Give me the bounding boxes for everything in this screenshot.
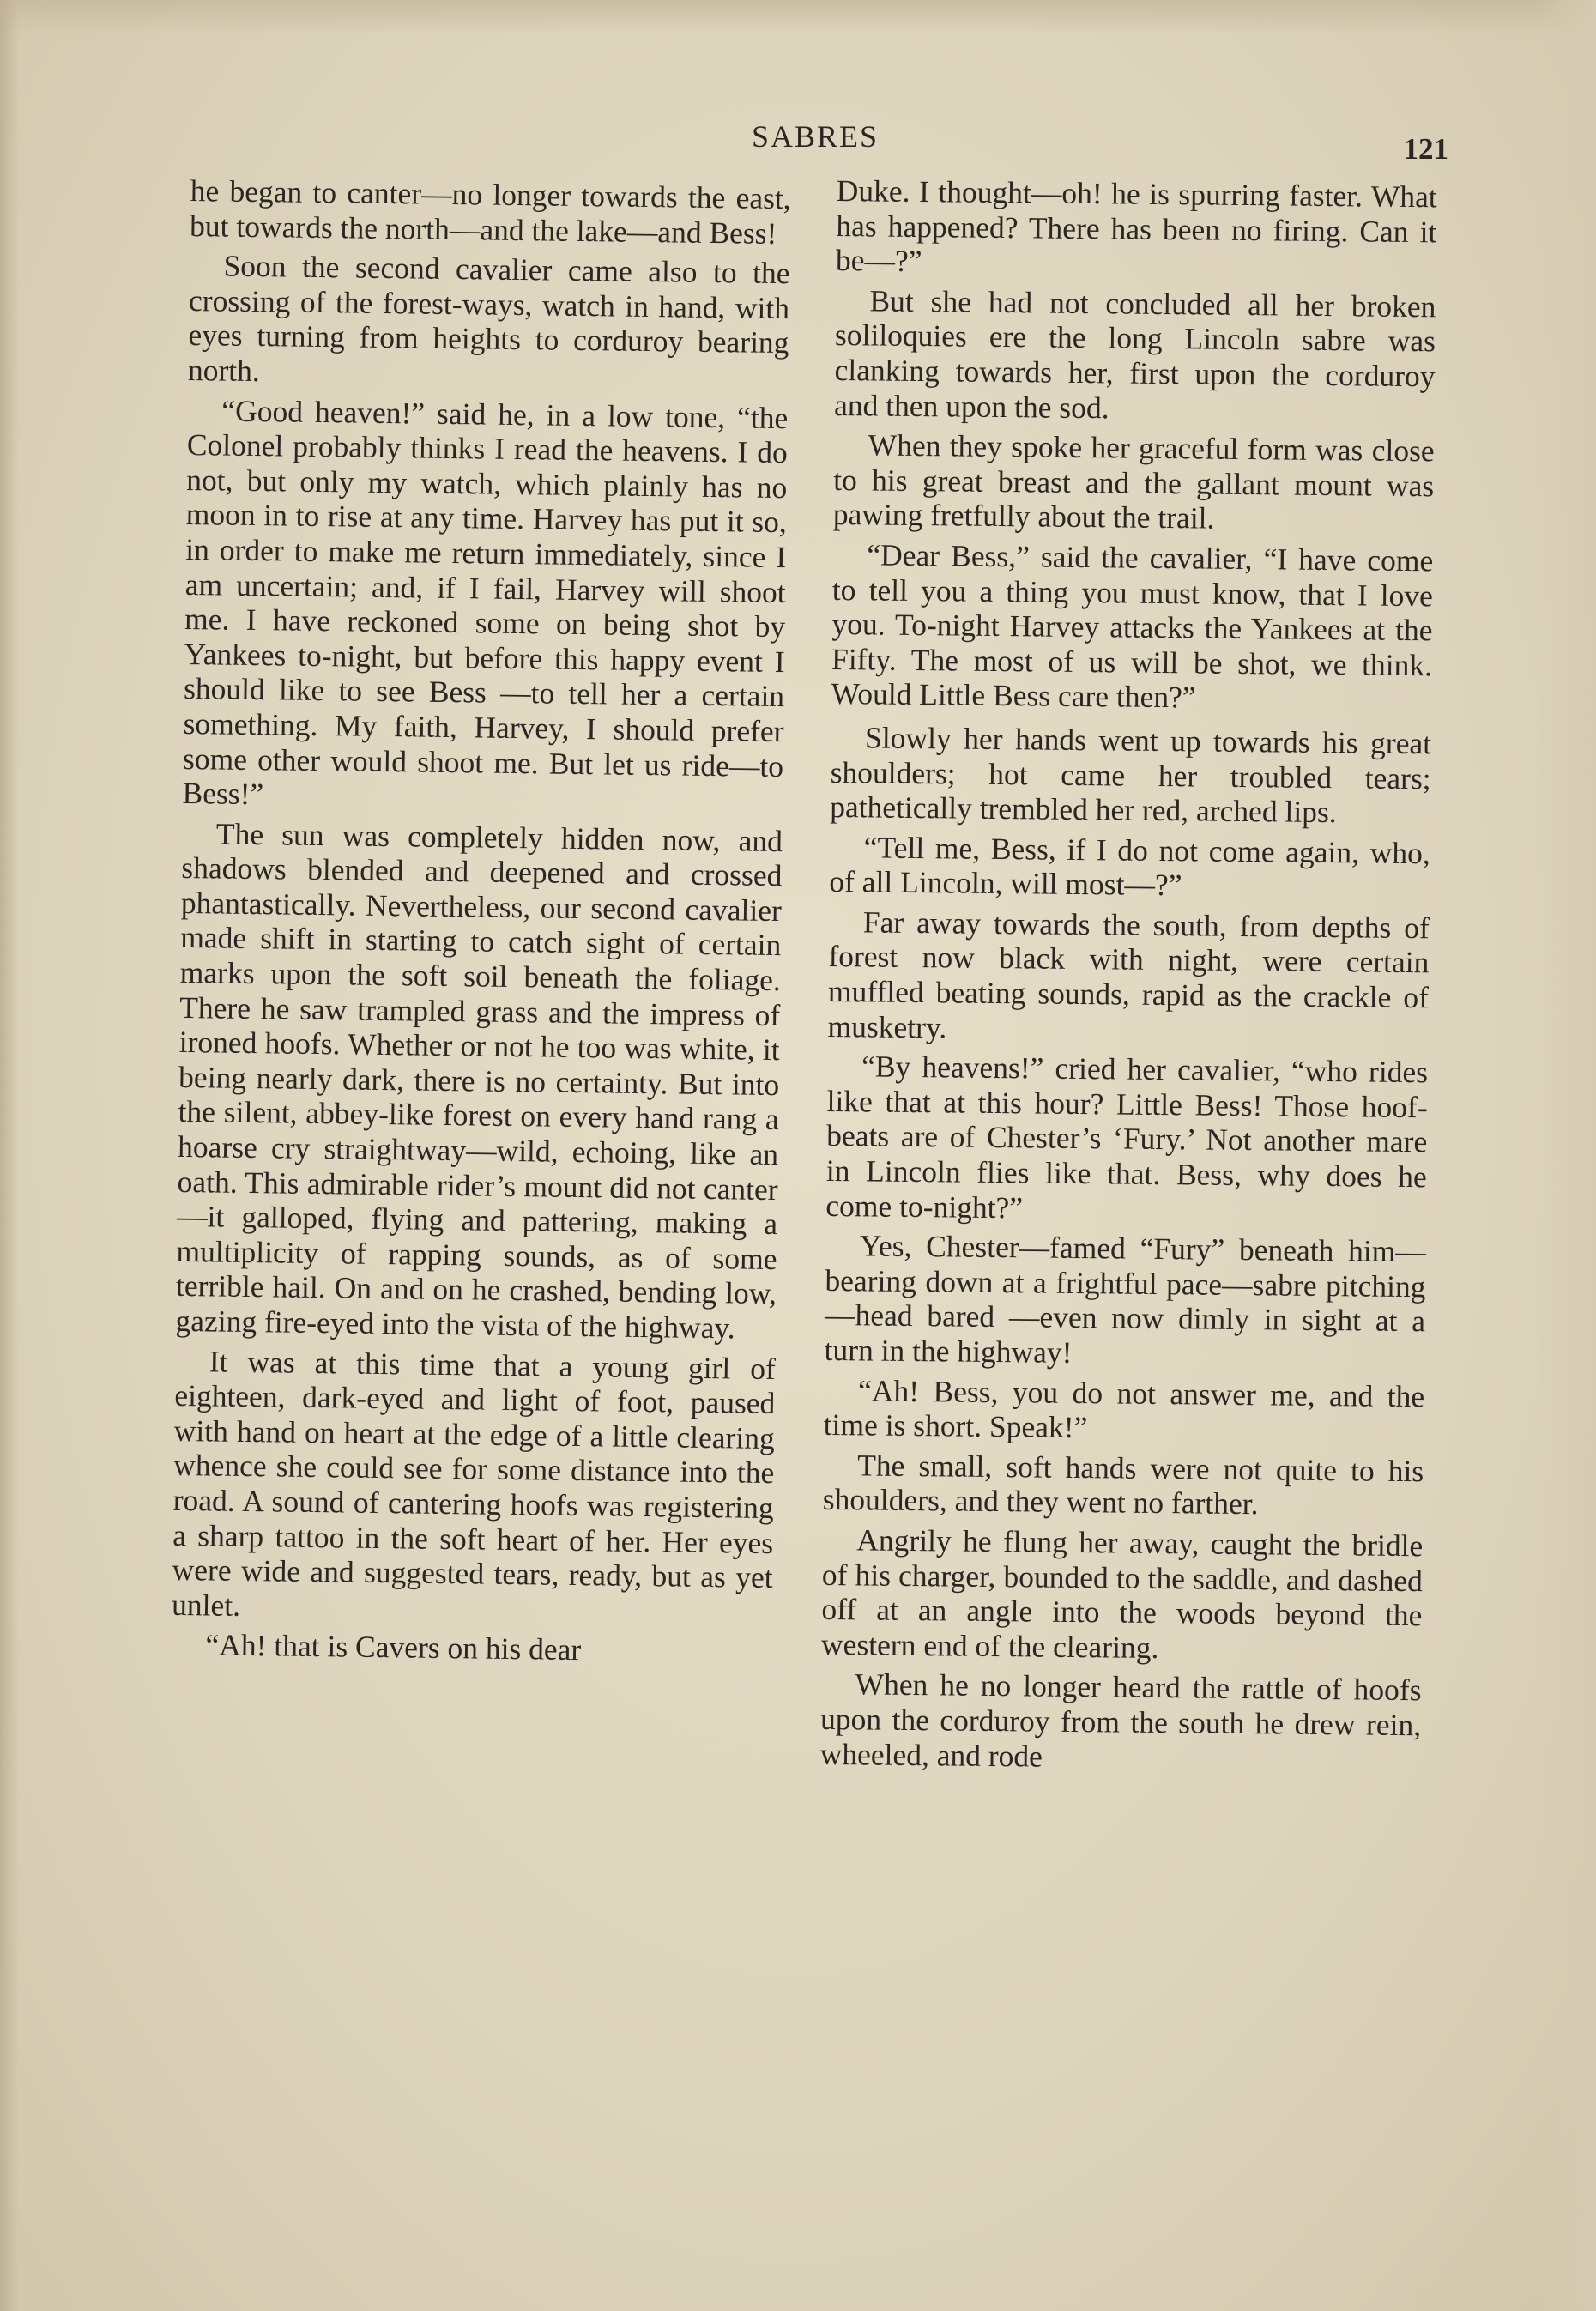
paragraph: The small, soft hands were not quite to his shoulders, and they went no farther. — [822, 1448, 1424, 1522]
paragraph: “By heavens!” cried her cavalier, “who rides like that at this hour? Little Bess! Those hoof-beats are of Chester’s ‘Fury.’ Not another mare in Lincoln flies like that. Bess, why does he come to-night?” — [825, 1049, 1429, 1225]
paragraph: When he no longer heard the rattle of hoofs upon the corduroy from the south he drew rein, wheeled, and rode — [819, 1667, 1422, 1774]
paragraph: he began to canter—no longer towards the east, but towards the north—and the lake—and Bess! — [189, 173, 791, 251]
paragraph: The sun was completely hidden now, and shadows blended and deepened and crossed phantastically. Nevertheless, our second cavalier made shift in starting to catch sight of certain marks upon the soft soil beneath the foliage. There he saw trampled grass and the impress of ironed hoofs. Whether or not he too was white, it being nearly dark, there is no certainty. But into the silent, abbey-like forest on every hand rang a hoarse cry straightway—wild, echoing, like an oath. This admirable rider’s mount did not canter—it galloped, flying and pattering, making a multiplicity of rapping sounds, as of some terrible hail. On and on he crashed, bending low, gazing fire-eyed into the vista of the highway. — [175, 816, 783, 1346]
paragraph: Far away towards the south, from depths of forest now black with night, were certain muffled beating sounds, rapid as the crackle of musketry. — [827, 904, 1430, 1045]
right-column — [819, 173, 1437, 1782]
paragraph: When they spoke her graceful form was close to his great breast and the gallant mount was pawing fretfully about the trail. — [832, 427, 1435, 535]
paragraph: “Dear Bess,” said the cavalier, “I have come to tell you a thing you must know, that I love you. To-night Harvey attacks the Yankees at the Fifty. The most of us will be shot, we think. Would Little Bess care then?” — [831, 537, 1434, 715]
running-head: SABRES — [751, 119, 880, 154]
paragraph: “Good heaven!” said he, in a low tone, “the Colonel probably thinks I read the heavens. I do not, but only my watch, which plainly has no moon in to rise at any time. Harvey has put it so, in order to make me return immediately, since I am uncertain; and, if I fail, Harvey will shoot me. I have reckoned some on being shot by Yankees to-night, but before this happy event I should like to see Bess —to tell her a certain something. My faith, Harvey, I should prefer some other would shoot me. But let us ride—to Bess!” — [182, 393, 789, 812]
paragraph: Yes, Chester—famed “Fury” beneath him—bearing down at a frightful pace—sabre pitching—head bared —even now dimly in sight at a turn in the highway! — [824, 1228, 1427, 1370]
page-edge-top — [0, 0, 1596, 34]
paragraph: But she had not concluded all her broken soliloquies ere the long Lincoln sabre was clanking towards her, first upon the corduroy and then upon the sod. — [833, 283, 1436, 425]
paragraph: Angrily he flung her away, caught the bridle of his charger, bounded to the saddle, and dashed off at an angle into the woods beyond the western end of the clearing. — [820, 1522, 1424, 1665]
paragraph: “Tell me, Bess, if I do not come again, who, of all Lincoln, will most—?” — [829, 830, 1430, 903]
page-edge-right — [1536, 0, 1596, 2311]
page-number: 121 — [1403, 132, 1448, 166]
left-column — [171, 173, 791, 1675]
paragraph: Soon the second cavalier came also to the crossing of the forest-ways, watch in hand, with eyes turning from heights to corduroy bearing north. — [187, 248, 790, 389]
paragraph: Slowly her hands went up towards his great shoulders; hot came her troubled tears; pathetically trembled her red, arched lips. — [830, 720, 1432, 830]
page-edge-left — [0, 0, 19, 2311]
paragraph: It was at this time that a young girl of eighteen, dark-eyed and light of foot, paused with hand on heart at the edge of a little clearing whence she could see for some distance into the road. A sound of cantering hoofs was registering a sharp tattoo in the soft heart of her. Her eyes were wide and suggested tears, ready, but as yet unlet. — [171, 1344, 777, 1623]
paragraph: “Ah! that is Cavers on his dear — [205, 1627, 582, 1667]
paragraph: Duke. I thought—oh! he is spurring faster. What has happened? There has been no firing. Can it be—?” — [835, 173, 1437, 279]
paragraph: “Ah! Bess, you do not answer me, and the time is short. Speak!” — [823, 1372, 1425, 1445]
